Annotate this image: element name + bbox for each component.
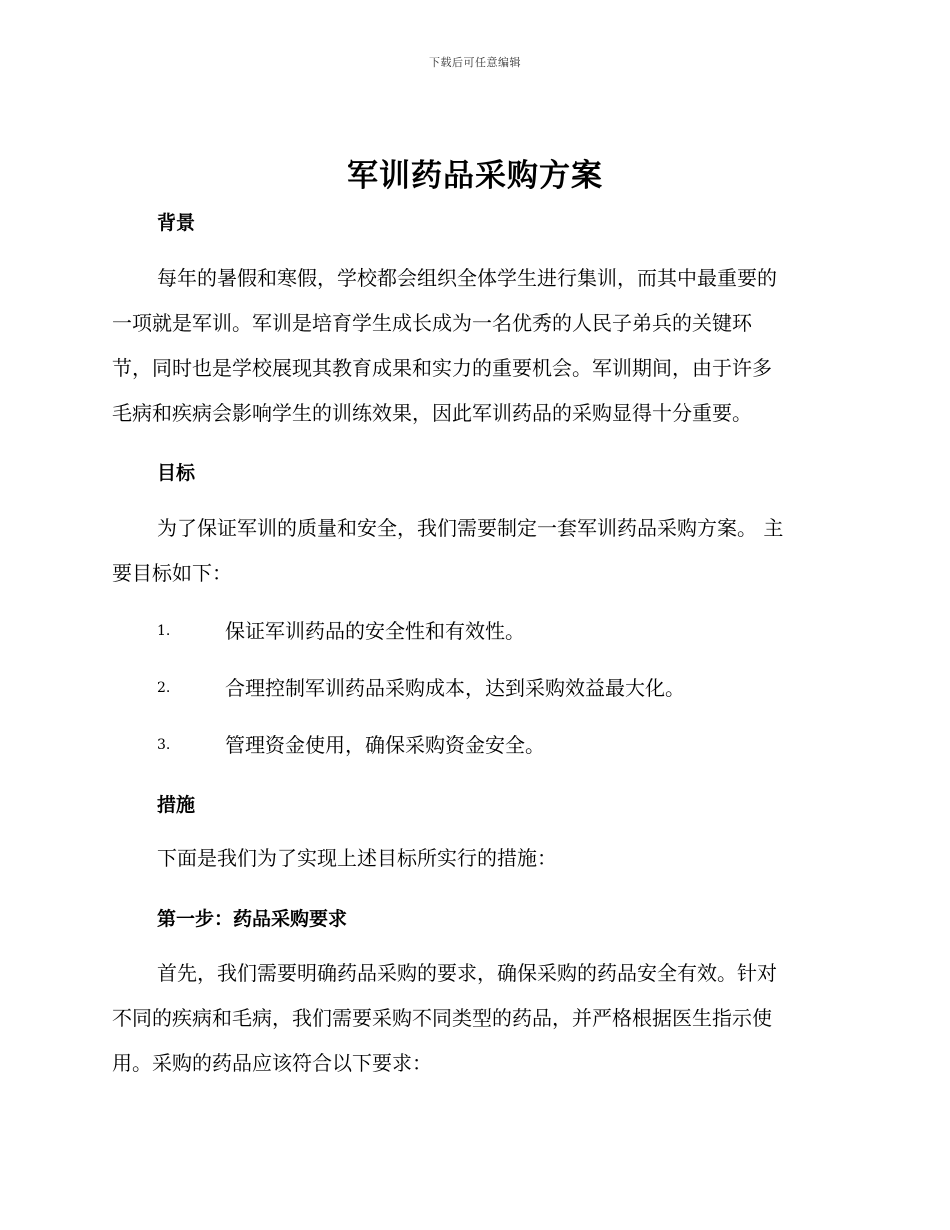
list-number: 1. — [157, 623, 171, 639]
paragraph-line: 每年的暑假和寒假，学校都会组织全体学生进行集训，而其中最重要的 — [157, 266, 777, 290]
paragraph-line: 一项就是军训。军训是培育学生成长成为一名优秀的人民子弟兵的关键环 — [112, 311, 752, 335]
list-number: 2. — [157, 680, 171, 696]
heading-goal: 目标 — [157, 462, 196, 484]
list-text: 保证军训药品的安全性和有效性。 — [225, 619, 525, 643]
list-text: 管理资金使用，确保采购资金安全。 — [225, 733, 545, 757]
heading-step1: 第一步：药品采购要求 — [157, 908, 348, 930]
paragraph-line: 用。采购的药品应该符合以下要求： — [112, 1051, 432, 1075]
heading-background: 背景 — [157, 212, 196, 234]
paragraph-goal — [112, 506, 842, 596]
paragraph-line: 节，同时也是学校展现其教育成果和实力的重要机会。军训期间，由于许多 — [112, 356, 772, 380]
paragraph-line: 首先，我们需要明确药品采购的要求，确保采购的药品安全有效。针对 — [157, 961, 777, 985]
paragraph-background — [112, 256, 842, 436]
paragraph-step1 — [112, 951, 842, 1086]
paragraph-line: 不同的疾病和毛病，我们需要采购不同类型的药品，并严格根据医生指示使 — [112, 1006, 772, 1030]
paragraph-line: 要目标如下： — [112, 561, 232, 585]
header-note: 下载后可任意编辑 — [429, 56, 521, 69]
list-number: 3. — [157, 737, 171, 753]
paragraph-line: 下面是我们为了实现上述目标所实行的措施： — [157, 846, 557, 870]
paragraph-line: 为了保证军训的质量和安全，我们需要制定一套军训药品采购方案。 主 — [157, 516, 784, 540]
document-title: 军训药品采购方案 — [347, 158, 603, 194]
heading-measures: 措施 — [157, 794, 196, 816]
list-text: 合理控制军训药品采购成本，达到采购效益最大化。 — [225, 676, 685, 700]
paragraph-measures-intro — [112, 836, 842, 881]
paragraph-line: 毛病和疾病会影响学生的训练效果，因此军训药品的采购显得十分重要。 — [112, 401, 752, 425]
